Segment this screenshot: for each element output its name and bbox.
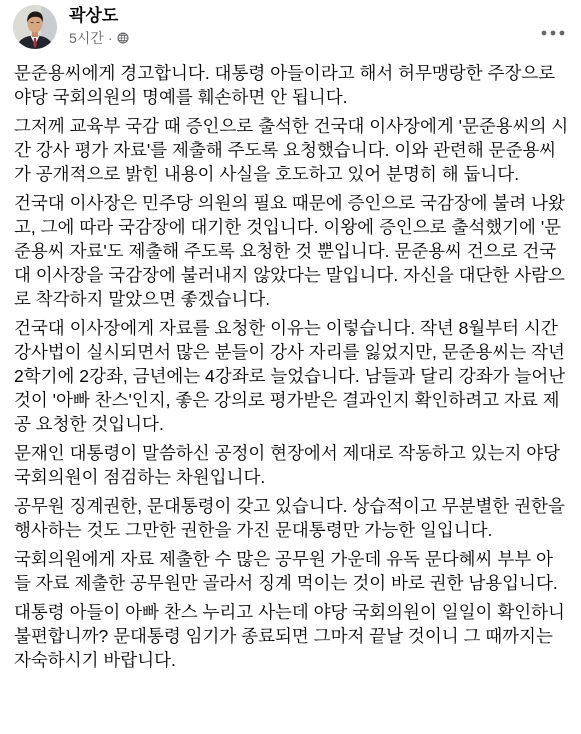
post-paragraph: 건국대 이사장에게 자료를 요청한 이유는 이렇습니다. 작년 8월부터 시간강사법이 실시되면서 많은 분들이 강사 자리를 잃었지만, 문준용씨는 작년 2학기에 2강좌, 금년에는 4강좌로 늘었습니다. 남들과 달리 강좌가 늘어난 것이 '아빠 찬스'인지, 좋은 강의로 평가받은 결과인지 확인하려고 자료 제공 요청한 것입니다. [14,318,566,434]
post-paragraph: 국회의원에게 자료 제출한 수 많은 공무원 가운데 유독 문다혜씨 부부 아들 자료 제출한 공무원만 골라서 징계 먹이는 것이 바로 권한 남용입니다. [14,549,558,593]
post-paragraph: 대통령 아들이 아빠 찬스 누리고 사는데 야당 국회의원이 일일이 확인하니 불편합니까? 문대통령 임기가 종료되면 그마저 끝날 것이니 그 때까지는 자숙하시기 바랍니다. [14,602,565,670]
more-options-icon [540,29,566,37]
post-paragraph: 문재인 대통령이 말씀하신 공정이 현장에서 제대로 작동하고 있는지 야당 국회의원이 점검하는 차원입니다. [14,443,561,487]
post-paragraph: 건국대 이사장은 민주당 의원의 필요 때문에 증인으로 국감장에 불려 나왔고, 그에 따라 국감장에 대기한 것입니다. 이왕에 증인으로 출석했기에 '문준용씨 자료'도 제출해 주도록 요청한 것 뿐입니다. 문준용씨 건으로 건국대 이사장을 국감장에 불러내지 않았다는 말입니다. 자신을 대단한 사람으로 착각하지 말았으면 좋겠습니다. [14,193,565,309]
more-options-button[interactable] [539,25,567,41]
post-header [0,0,581,56]
post-text [14,61,569,677]
post-timestamp[interactable]: 5시간 [69,30,104,46]
post-meta [69,29,129,47]
globe-icon [117,32,129,44]
globe-icon-graphic [117,32,129,44]
post-paragraph: 그저께 교육부 국감 때 증인으로 출석한 건국대 이사장에게 '문준용씨의 시간 강사 평가 자료'를 제출해 주도록 요청했습니다. 이와 관련해 문준용씨가 공개적으로 밝힌 내용이 사실을 호도하고 있어 분명히 해 둡니다. [14,116,569,184]
avatar[interactable] [13,5,57,49]
profile-photo [13,5,57,49]
author-name[interactable]: 곽상도 [69,6,119,25]
post-paragraph: 문준용씨에게 경고합니다. 대통령 아들이라고 해서 허무맹랑한 주장으로 야당 국회의원의 명예를 훼손하면 안 됩니다. [14,63,556,107]
post-paragraph: 공무원 징계권한, 문대통령이 갖고 있습니다. 상습적이고 무분별한 권한을 행사하는 것도 그만한 권한을 가진 문대통령만 가능한 일입니다. [14,496,565,540]
meta-separator: · [107,30,113,46]
